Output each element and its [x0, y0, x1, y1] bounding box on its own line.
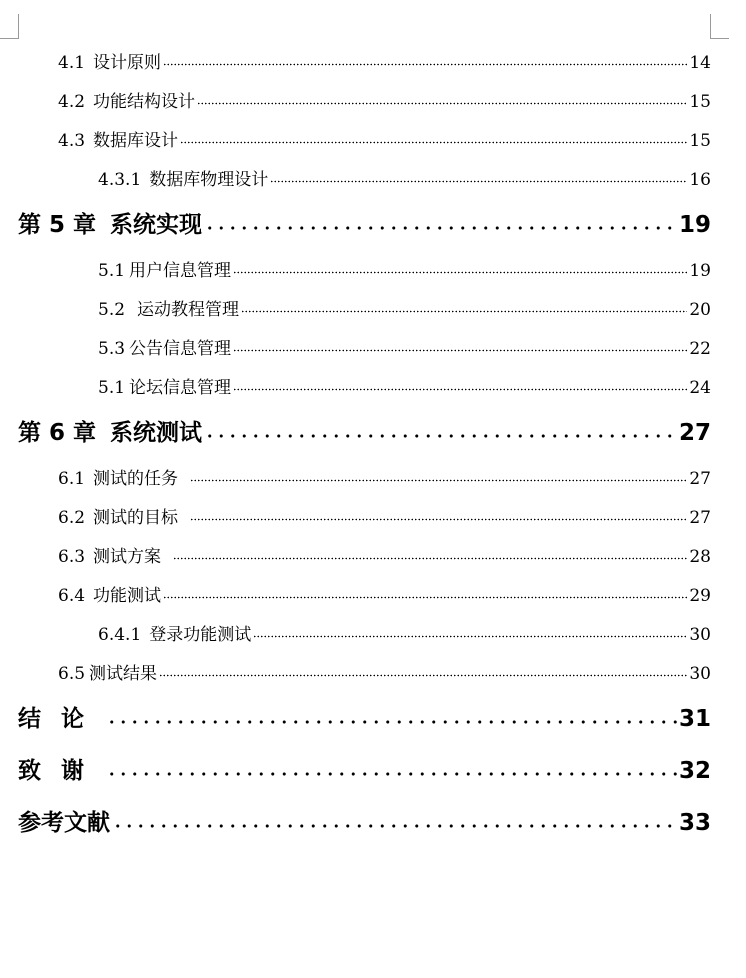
toc-chapter-title: 致谢: [18, 758, 104, 784]
toc-entry-page: 15: [689, 131, 711, 151]
toc-entry-page: 14: [689, 53, 711, 73]
crop-mark-top-right: [710, 14, 729, 39]
toc-entry-6-2[interactable]: [58, 503, 711, 528]
toc-chapter-number: 第 6 章: [18, 420, 97, 446]
dot-leader: [233, 387, 687, 391]
toc-entry-number: 4.3.1: [98, 170, 142, 190]
toc-acknowledgements[interactable]: [18, 752, 711, 782]
toc-entry-4-3[interactable]: [58, 126, 711, 151]
dot-leader: [190, 517, 687, 521]
toc-entry-title: 功能测试: [93, 586, 162, 606]
toc-entry-number: 4.3: [58, 131, 86, 151]
dot-leader: [241, 309, 687, 313]
toc-entry-title: 功能结构设计: [93, 92, 196, 112]
toc-entry-number: 6.1: [58, 469, 86, 489]
toc-chapter-5[interactable]: [18, 206, 711, 236]
toc-entry-number: 6.4: [58, 586, 86, 606]
toc-entry-page: 24: [689, 378, 711, 398]
dot-leader: [163, 595, 687, 599]
toc-chapter-title: 系统测试: [110, 420, 203, 446]
toc-entry-number: 6.3: [58, 547, 86, 567]
toc-entry-title: 测试结果: [89, 664, 158, 684]
toc-entry-title: 测试的任务: [93, 469, 179, 489]
toc-entry-title: 用户信息管理: [129, 261, 232, 281]
toc-entry-page: 22: [689, 339, 711, 359]
toc-entry-4-1[interactable]: [58, 48, 711, 73]
dot-leader: [106, 771, 677, 777]
toc-entry-5-1[interactable]: [98, 256, 711, 281]
toc-entry-title: 测试的目标: [93, 508, 179, 528]
toc-chapter-6[interactable]: [18, 414, 711, 444]
toc-entry-title: 登录功能测试: [149, 625, 252, 645]
toc-entry-5-2[interactable]: [98, 295, 711, 320]
toc-entry-page: 19: [689, 261, 711, 281]
dot-leader: [190, 478, 687, 482]
toc-entry-title: 设计原则: [93, 53, 162, 73]
toc-entry-page: 28: [689, 547, 711, 567]
toc-entry-page: 30: [689, 625, 711, 645]
toc-chapter-page: 32: [678, 758, 711, 784]
dot-leader: [270, 179, 687, 183]
dot-leader: [204, 433, 677, 439]
toc-chapter-title: 参考文献: [18, 810, 110, 836]
toc-chapter-page: 27: [678, 420, 711, 446]
toc-entry-page: 29: [689, 586, 711, 606]
toc-entry-5-4[interactable]: [98, 373, 711, 398]
dot-leader: [159, 673, 687, 677]
toc-entry-number: 5.2: [98, 300, 126, 320]
toc-entry-page: 27: [689, 508, 711, 528]
toc-entry-title: 测试方案: [93, 547, 162, 567]
toc-entry-6-1[interactable]: [58, 464, 711, 489]
toc-entry-title: 论坛信息管理: [129, 378, 232, 398]
toc-chapter-number: 第 5 章: [18, 212, 97, 238]
toc-entry-number: 6.5: [58, 664, 86, 684]
dot-leader: [197, 101, 687, 105]
dot-leader: [233, 348, 687, 352]
toc-entry-number: 4.2: [58, 92, 86, 112]
toc-entry-page: 15: [689, 92, 711, 112]
toc-chapter-page: 33: [678, 810, 711, 836]
toc-entry-6-5[interactable]: [58, 659, 711, 684]
toc-entry-6-4-1[interactable]: [98, 620, 711, 645]
toc-entry-number: 6.2: [58, 508, 86, 528]
toc-entry-number: 6.4.1: [98, 625, 142, 645]
toc-entry-page: 30: [689, 664, 711, 684]
toc-entry-title: 公告信息管理: [129, 339, 232, 359]
dot-leader: [180, 140, 687, 144]
toc-chapter-title: 系统实现: [110, 212, 203, 238]
toc-entry-title: 运动教程管理: [137, 300, 240, 320]
dot-leader: [112, 823, 677, 829]
toc-entry-title: 数据库物理设计: [149, 170, 269, 190]
toc-entry-6-4[interactable]: [58, 581, 711, 606]
toc-chapter-page: 31: [678, 706, 711, 732]
dot-leader: [233, 270, 687, 274]
dot-leader: [163, 62, 687, 66]
toc-entry-number: 5.1: [98, 261, 126, 281]
toc-references[interactable]: [18, 804, 711, 834]
toc-entry-number: 5.3: [98, 339, 126, 359]
toc-entry-number: 4.1: [58, 53, 86, 73]
toc-entry-title: 数据库设计: [93, 131, 179, 151]
toc-entry-5-3[interactable]: [98, 334, 711, 359]
toc-entry-4-2[interactable]: [58, 87, 711, 112]
dot-leader: [253, 634, 687, 638]
toc-chapter-page: 19: [678, 212, 711, 238]
crop-mark-top-left: [0, 14, 19, 39]
toc-entry-number: 5.1: [98, 378, 126, 398]
toc-entry-4-3-1[interactable]: [98, 165, 711, 190]
dot-leader: [106, 719, 677, 725]
toc-entry-page: 20: [689, 300, 711, 320]
toc-entry-page: 27: [689, 469, 711, 489]
toc-chapter-title: 结论: [18, 706, 104, 732]
toc-conclusion[interactable]: [18, 700, 711, 730]
toc-entry-6-3[interactable]: [58, 542, 711, 567]
toc-entry-page: 16: [689, 170, 711, 190]
dot-leader: [173, 556, 687, 560]
dot-leader: [204, 225, 677, 231]
